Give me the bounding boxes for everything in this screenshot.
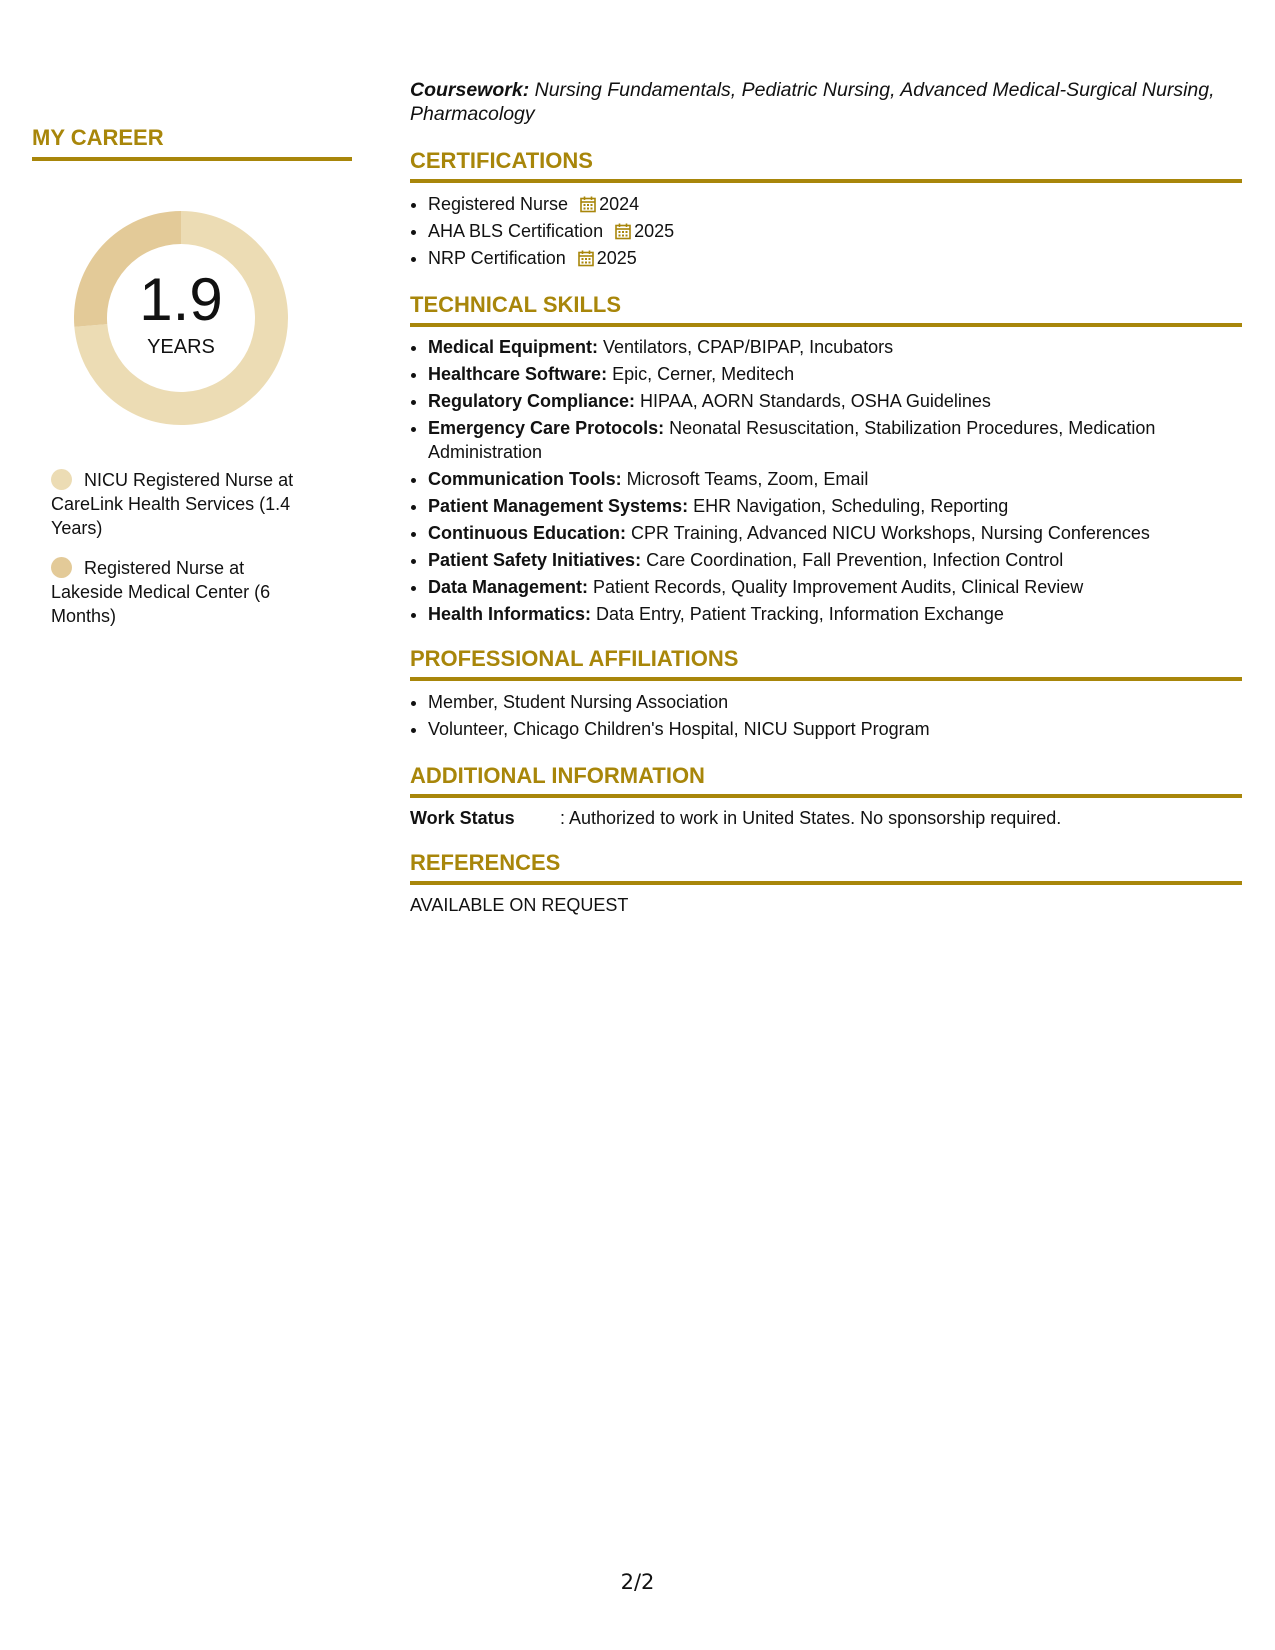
skill-text: EHR Navigation, Scheduling, Reporting (688, 496, 1009, 516)
work-status-label: Work Status (410, 808, 515, 828)
skill-text: Data Entry, Patient Tracking, Information Exchange (591, 604, 1004, 624)
skill-label: Continuous Education: (428, 523, 626, 543)
certification-name: AHA BLS Certification (428, 221, 604, 241)
skill-item (428, 521, 1242, 545)
coursework-text: Nursing Fundamentals, Pediatric Nursing, Advanced Medical-Surgical Nursing, Pharmacology (410, 79, 1215, 125)
certification-item (428, 218, 1242, 245)
work-status-value: : Authorized to work in United States. No sponsorship required. (560, 808, 1062, 828)
certification-name: Registered Nurse (428, 194, 569, 214)
skill-text: Neonatal Resuscitation, Stabilization Procedures, Medication Administration (428, 418, 1156, 462)
skill-item (428, 416, 1242, 464)
certification-item (428, 245, 1242, 272)
total-years-unit: YEARS (147, 335, 215, 358)
certification-year: 2024 (599, 194, 640, 214)
skill-text: Care Coordination, Fall Prevention, Infection Control (641, 550, 1064, 570)
main-column (410, 78, 1242, 916)
legend-dot (51, 557, 72, 578)
coursework (410, 78, 1242, 126)
affiliation-item: • Volunteer, Chicago Children's Hospital, NICU Support Program (428, 716, 1242, 743)
certification-item (428, 191, 1242, 218)
references-text: AVAILABLE ON REQUEST (410, 895, 629, 915)
skill-label: Healthcare Software: (428, 364, 608, 384)
work-status-row (410, 806, 1242, 830)
certifications-list (428, 191, 1242, 272)
skill-text: Ventilators, CPAP/BIPAP, Incubators (598, 337, 894, 357)
my-career-heading: MY CAREER (32, 125, 352, 161)
skill-label: Health Informatics: (428, 604, 592, 624)
certification-name: NRP Certification (428, 248, 566, 268)
skill-text: Microsoft Teams, Zoom, Email (621, 469, 869, 489)
skill-item (428, 494, 1242, 518)
donut-center (67, 204, 295, 432)
skill-label: Communication Tools: (428, 469, 622, 489)
career-donut-chart (67, 204, 295, 432)
skill-text: CPR Training, Advanced NICU Workshops, Nursing Conferences (625, 523, 1150, 543)
skill-label: Emergency Care Protocols: (428, 418, 665, 438)
technical-skills-heading: TECHNICAL SKILLS (410, 292, 1242, 327)
legend-label: NICU Registered Nurse at CareLink Health Services (1.4 Years) (51, 470, 294, 538)
skill-label: Patient Management Systems: (428, 496, 689, 516)
professional-affiliations-heading: PROFESSIONAL AFFILIATIONS (410, 646, 1242, 681)
affiliation-item: • Member, Student Nursing Association (428, 689, 1242, 716)
total-years-value: 1.9 (139, 265, 223, 333)
legend-item-carelink (51, 468, 311, 540)
skill-item (428, 575, 1242, 599)
skill-label: Data Management: (428, 577, 589, 597)
legend-item-lakeside (51, 556, 311, 628)
legend-label: Registered Nurse at Lakeside Medical Center (6 Months) (51, 558, 271, 626)
skill-item (428, 362, 1242, 386)
skill-item (428, 335, 1242, 359)
technical-skills-list (428, 335, 1242, 626)
skill-text: Epic, Cerner, Meditech (607, 364, 795, 384)
certification-year: 2025 (596, 248, 637, 268)
calendar-icon (580, 196, 596, 213)
legend-dot (51, 469, 72, 490)
skill-item (428, 548, 1242, 572)
skill-text: Patient Records, Quality Improvement Audits, Clinical Review (588, 577, 1084, 597)
skill-label: Regulatory Compliance: (428, 391, 636, 411)
calendar-icon (615, 223, 631, 240)
skill-label: Medical Equipment: (428, 337, 599, 357)
skill-item (428, 389, 1242, 413)
calendar-icon (578, 250, 594, 267)
affiliations-list (428, 689, 1242, 743)
additional-information-heading: ADDITIONAL INFORMATION (410, 763, 1242, 798)
references-heading: REFERENCES (410, 850, 1242, 885)
career-legend (51, 468, 311, 628)
page-number: 2/2 (620, 1570, 655, 1594)
sidebar (32, 125, 352, 644)
skill-item (428, 602, 1242, 626)
certification-year: 2025 (634, 221, 675, 241)
coursework-label: Coursework: (410, 79, 530, 101)
certifications-heading: CERTIFICATIONS (410, 148, 1242, 183)
skill-label: Patient Safety Initiatives: (428, 550, 642, 570)
skill-item (428, 467, 1242, 491)
skill-text: HIPAA, AORN Standards, OSHA Guidelines (635, 391, 991, 411)
